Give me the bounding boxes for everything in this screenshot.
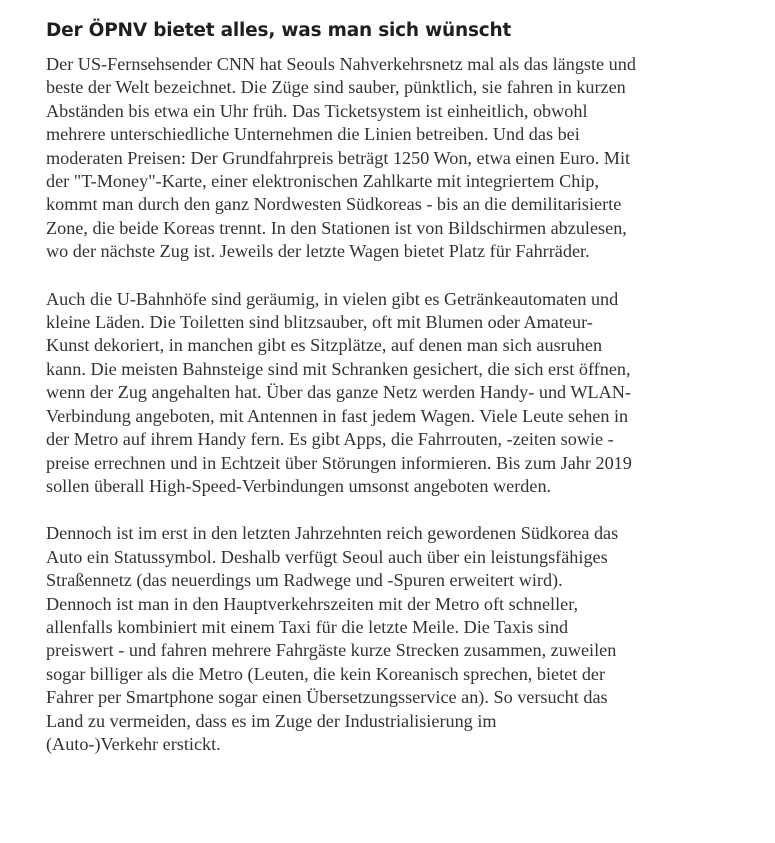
article-paragraph-2	[46, 288, 746, 499]
text-line: allenfalls kombiniert mit einem Taxi für die letzte Meile. Die Taxis sind	[46, 616, 569, 637]
text-line: wenn der Zug angehalten hat. Über das ganze Netz werden Handy- und WLAN-	[46, 382, 631, 403]
article-heading: Der ÖPNV bietet alles, was man sich wünscht	[46, 20, 512, 41]
text-line: Straßennetz (das neuerdings um Radwege und -Spuren erweitert wird).	[46, 570, 563, 591]
text-line: sollen überall High-Speed-Verbindungen umsonst angeboten werden.	[46, 475, 552, 496]
article-paragraph-3	[46, 522, 746, 756]
text-line: Dennoch ist man in den Hauptverkehrszeiten mit der Metro oft schneller,	[46, 593, 579, 614]
text-line: (Auto-)Verkehr erstickt.	[46, 733, 221, 754]
text-line: preiswert - und fahren mehrere Fahrgäste kurze Strecken zusammen, zuweilen	[46, 640, 617, 661]
text-line: kann. Die meisten Bahnsteige sind mit Schranken gesichert, die sich erst öffnen,	[46, 358, 631, 379]
text-line: der "T-Money"-Karte, einer elektronischen Zahlkarte mit integriertem Chip,	[46, 171, 600, 192]
paragraph-gap	[46, 264, 746, 288]
text-line: mehrere unterschiedliche Unternehmen die Linien betreiben. Und das bei	[46, 124, 580, 145]
text-line: Der US-Fernsehsender CNN hat Seouls Nahverkehrsnetz mal als das längste und	[46, 54, 636, 74]
text-line: kommt man durch den ganz Nordwesten Südkoreas - bis an die demilitarisierte	[46, 194, 622, 215]
text-line: Auch die U-Bahnhöfe sind geräumig, in vielen gibt es Getränkeautomaten und	[46, 288, 619, 309]
text-line: sogar billiger als die Metro (Leuten, die kein Koreanisch sprechen, bietet der	[46, 663, 606, 684]
paragraph-gap	[46, 498, 746, 522]
text-line: Verbindung angeboten, mit Antennen in fast jedem Wagen. Viele Leute sehen in	[46, 405, 629, 426]
text-line: der Metro auf ihrem Handy fern. Es gibt Apps, die Fahrrouten, -zeiten sowie -	[46, 429, 614, 450]
text-line: Fahrer per Smartphone sogar einen Übersetzungsservice an). So versucht das	[46, 687, 608, 708]
text-line: preise errechnen und in Echtzeit über Störungen informieren. Bis zum Jahr 2019	[46, 452, 632, 473]
text-line: Land zu vermeiden, dass es im Zuge der Industrialisierung im	[46, 710, 497, 731]
text-line: Abständen bis etwa ein Uhr früh. Das Ticketsystem ist einheitlich, obwohl	[46, 100, 588, 121]
text-line: Kunst dekoriert, in manchen gibt es Sitzplätze, auf denen man sich ausruhen	[46, 335, 603, 356]
text-line: kleine Läden. Die Toiletten sind blitzsauber, oft mit Blumen oder Amateur-	[46, 312, 593, 333]
text-line: moderaten Preisen: Der Grundfahrpreis beträgt 1250 Won, etwa einen Euro. Mit	[46, 147, 631, 168]
text-line: Zone, die beide Koreas trennt. In den Stationen ist von Bildschirmen abzulesen,	[46, 217, 627, 238]
article-paragraph-1	[46, 53, 746, 264]
article	[46, 18, 746, 756]
text-line: beste der Welt bezeichnet. Die Züge sind sauber, pünktlich, sie fahren in kurzen	[46, 77, 626, 98]
text-line: Dennoch ist im erst in den letzten Jahrzehnten reich gewordenen Südkorea das	[46, 523, 619, 544]
text-line: wo der nächste Zug ist. Jeweils der letzte Wagen bietet Platz für Fahrräder.	[46, 241, 590, 262]
text-line: Auto ein Statussymbol. Deshalb verfügt Seoul auch über ein leistungsfähiges	[46, 546, 608, 567]
